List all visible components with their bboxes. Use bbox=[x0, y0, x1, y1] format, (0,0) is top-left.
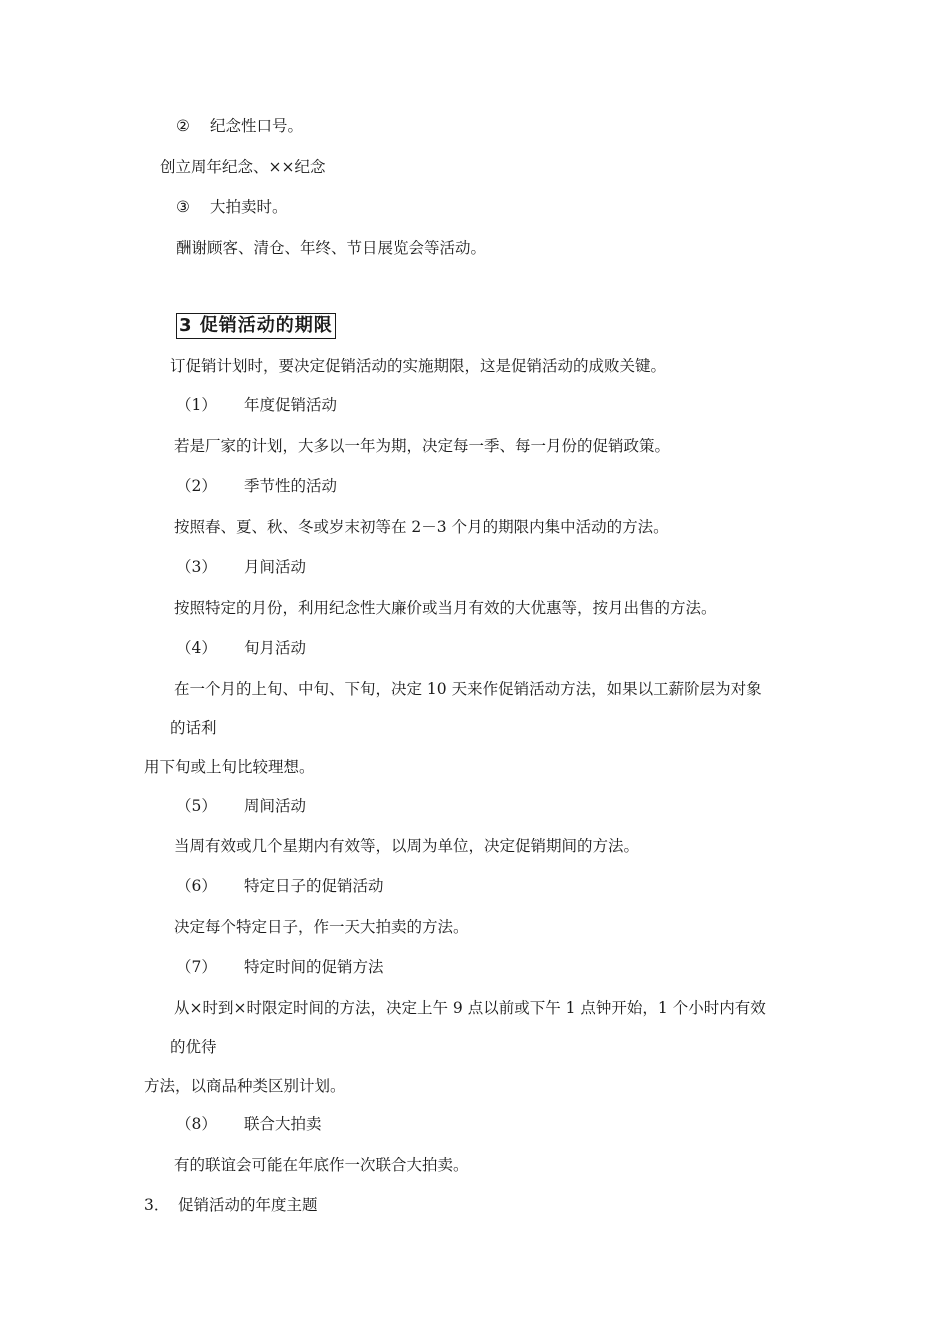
item-title: 季节性的活动 bbox=[244, 477, 338, 495]
list-item bbox=[176, 796, 306, 816]
circled-number: ② bbox=[176, 117, 190, 135]
list-item bbox=[176, 476, 337, 496]
item-number: （3） bbox=[176, 558, 217, 576]
list-item bbox=[176, 638, 306, 658]
item-description: 在一个月的上旬、中旬、下旬，决定 10 天来作促销活动方法，如果以工薪阶层为对象 bbox=[174, 680, 762, 698]
item-title: 特定时间的促销方法 bbox=[244, 958, 384, 976]
list-item bbox=[176, 957, 384, 977]
list-item-2 bbox=[176, 116, 303, 136]
list-item bbox=[176, 557, 306, 577]
paragraph-text: 大拍卖时。 bbox=[210, 198, 288, 216]
item-description: 从×时到×时限定时间的方法，决定上午 9 点以前或下午 1 点钟开始，1 个小时内有效 bbox=[174, 999, 766, 1017]
item-number: （8） bbox=[176, 1115, 217, 1133]
item-description: 方法，以商品种类区别计划。 bbox=[144, 1077, 346, 1095]
item-description: 用下旬或上旬比较理想。 bbox=[144, 758, 315, 776]
item-description: 的话利 bbox=[170, 719, 217, 737]
item-title: 旬月活动 bbox=[244, 639, 307, 657]
section-number: 3． bbox=[144, 1196, 170, 1214]
paragraph: 酬谢顾客、清仓、年终、节日展览会等活动。 bbox=[176, 239, 487, 257]
item-description: 若是厂家的计划，大多以一年为期，决定每一季、每一月份的促销政策。 bbox=[174, 437, 671, 455]
item-description: 的优待 bbox=[170, 1038, 217, 1056]
list-item bbox=[176, 876, 384, 896]
section-heading: 3 促销活动的期限 bbox=[176, 313, 336, 339]
item-number: （2） bbox=[176, 477, 217, 495]
item-title: 特定日子的促销活动 bbox=[244, 877, 384, 895]
circled-number: ③ bbox=[176, 198, 190, 216]
item-title: 联合大拍卖 bbox=[244, 1115, 322, 1133]
item-number: （4） bbox=[176, 639, 217, 657]
item-number: （5） bbox=[176, 797, 217, 815]
item-description: 决定每个特定日子，作一天大拍卖的方法。 bbox=[174, 918, 469, 936]
list-item-3 bbox=[176, 197, 288, 217]
item-number: （1） bbox=[176, 396, 217, 414]
list-item bbox=[176, 395, 337, 415]
paragraph: 订促销计划时，要决定促销活动的实施期限，这是促销活动的成败关键。 bbox=[170, 357, 667, 375]
item-title: 月间活动 bbox=[244, 558, 307, 576]
item-number: （7） bbox=[176, 958, 217, 976]
item-description: 有的联谊会可能在年底作一次联合大拍卖。 bbox=[174, 1156, 469, 1174]
item-number: （6） bbox=[176, 877, 217, 895]
item-description: 当周有效或几个星期内有效等，以周为单位，决定促销期间的方法。 bbox=[174, 837, 640, 855]
item-title: 周间活动 bbox=[244, 797, 307, 815]
list-item bbox=[176, 1114, 322, 1134]
section-title: 促销活动的年度主题 bbox=[178, 1196, 318, 1214]
paragraph: 创立周年纪念、××纪念 bbox=[160, 158, 326, 176]
item-description: 按照特定的月份，利用纪念性大廉价或当月有效的大优惠等，按月出售的方法。 bbox=[174, 599, 717, 617]
paragraph-text: 纪念性口号。 bbox=[210, 117, 304, 135]
item-description: 按照春、夏、秋、冬或岁末初等在 2－3 个月的期限内集中活动的方法。 bbox=[174, 518, 669, 536]
next-section-heading bbox=[144, 1195, 318, 1215]
item-title: 年度促销活动 bbox=[244, 396, 338, 414]
